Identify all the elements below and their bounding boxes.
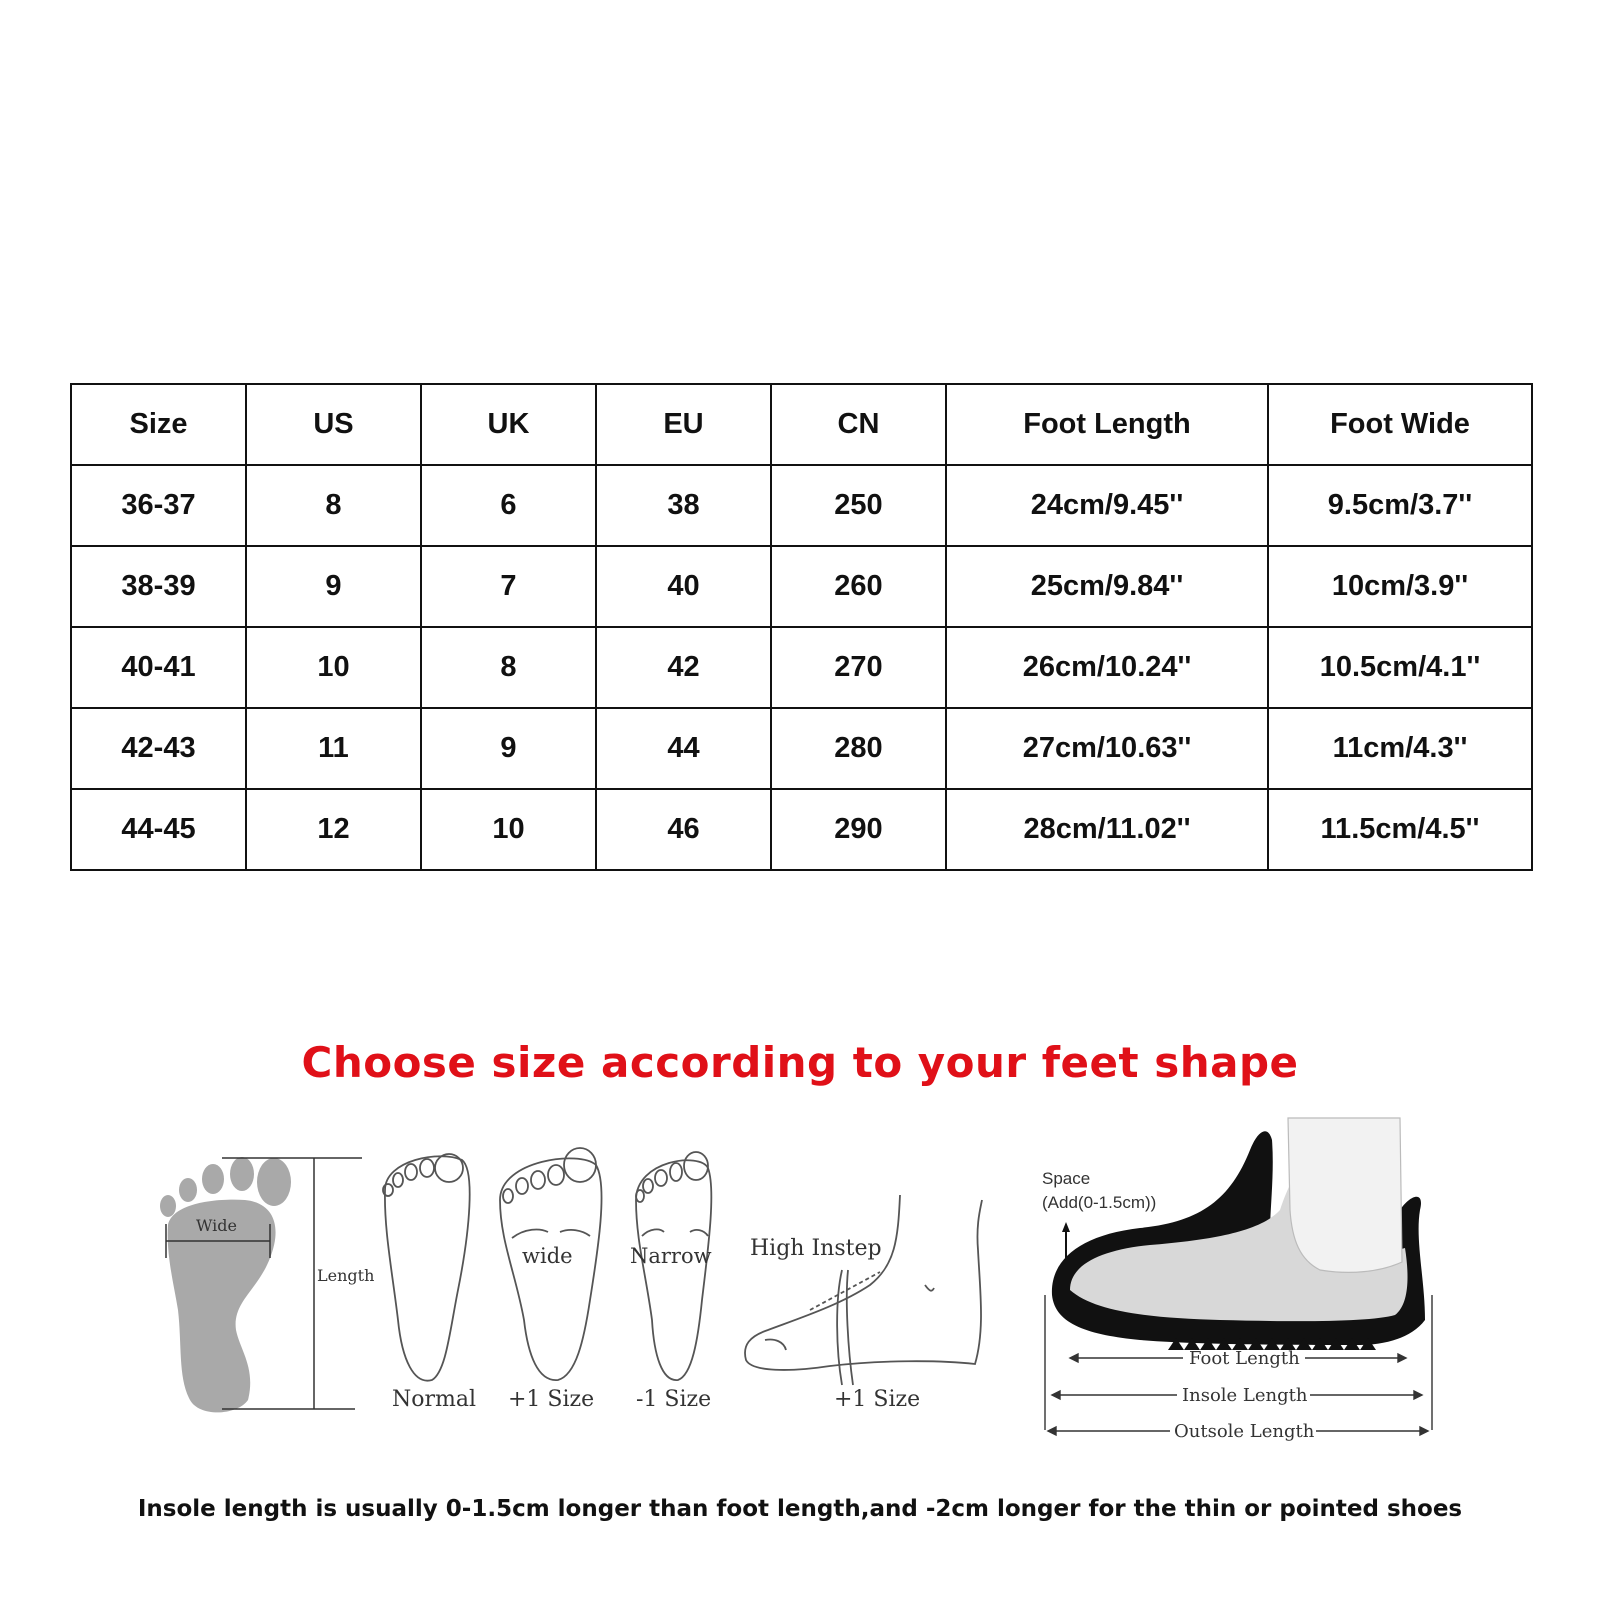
outsole-length-measure: Outsole Length [1174,1421,1315,1442]
table-cell: 25cm/9.84'' [946,546,1268,627]
table-cell: 12 [246,789,421,870]
table-cell: 250 [771,465,946,546]
foot-length-measure: Foot Length [1189,1348,1300,1369]
table-cell: 290 [771,789,946,870]
header-us: US [246,384,421,465]
header-uk: UK [421,384,596,465]
shape-wide-size: +1 Size [508,1387,595,1412]
normal-foot-icon [383,1154,470,1381]
space-note: (Add(0-1.5cm)) [1042,1193,1157,1212]
foot-wide-label: Wide [196,1216,237,1235]
table-cell: 26cm/10.24'' [946,627,1268,708]
table-cell: 10.5cm/4.1'' [1268,627,1532,708]
shape-wide-label: wide [522,1244,573,1268]
foot-length-label: Length [317,1266,375,1285]
table-row [71,546,1532,627]
table-cell: 40 [596,546,771,627]
table-header-row [71,384,1532,465]
shoe-cross-section-icon [1052,1118,1425,1350]
header-foot-length: Foot Length [946,384,1268,465]
table-cell: 42 [596,627,771,708]
table-cell: 46 [596,789,771,870]
shape-narrow-size: -1 Size [636,1387,712,1412]
table-row [71,708,1532,789]
table-row [71,627,1532,708]
header-cn: CN [771,384,946,465]
space-label: Space [1042,1169,1091,1188]
table-cell: 9 [246,546,421,627]
table-cell: 9.5cm/3.7'' [1268,465,1532,546]
header-foot-wide: Foot Wide [1268,384,1532,465]
table-cell: 8 [246,465,421,546]
table-cell: 11cm/4.3'' [1268,708,1532,789]
table-cell: 28cm/11.02'' [946,789,1268,870]
instep-size: +1 Size [834,1387,921,1412]
table-cell: 44-45 [71,789,246,870]
instep-label: High Instep [750,1236,882,1261]
table-cell: 9 [421,708,596,789]
table-cell: 270 [771,627,946,708]
table-cell: 10cm/3.9'' [1268,546,1532,627]
shape-narrow-label: Narrow [630,1244,712,1268]
table-cell: 10 [421,789,596,870]
table-cell: 42-43 [71,708,246,789]
high-instep-foot-icon [745,1195,982,1385]
table-cell: 11 [246,708,421,789]
foot-measurement-diagram [0,1100,1600,1460]
table-cell: 10 [246,627,421,708]
table-cell: 36-37 [71,465,246,546]
table-cell: 11.5cm/4.5'' [1268,789,1532,870]
table-cell: 44 [596,708,771,789]
table-cell: 280 [771,708,946,789]
table-row [71,465,1532,546]
footprint-icon [160,1157,291,1412]
table-cell: 8 [421,627,596,708]
size-chart-table [70,383,1533,871]
table-cell: 27cm/10.63'' [946,708,1268,789]
header-eu: EU [596,384,771,465]
header-size: Size [71,384,246,465]
table-cell: 24cm/9.45'' [946,465,1268,546]
table-cell: 38-39 [71,546,246,627]
table-cell: 260 [771,546,946,627]
table-cell: 6 [421,465,596,546]
shape-normal-label: Normal [392,1387,477,1412]
table-cell: 40-41 [71,627,246,708]
table-cell: 7 [421,546,596,627]
table-cell: 38 [596,465,771,546]
table-row [71,789,1532,870]
fit-guide-headline: Choose size according to your feet shape [301,1038,1299,1087]
insole-length-measure: Insole Length [1182,1385,1308,1406]
insole-note: Insole length is usually 0-1.5cm longer than foot length,and -2cm longer for the thin or pointed shoes [137,1496,1463,1522]
